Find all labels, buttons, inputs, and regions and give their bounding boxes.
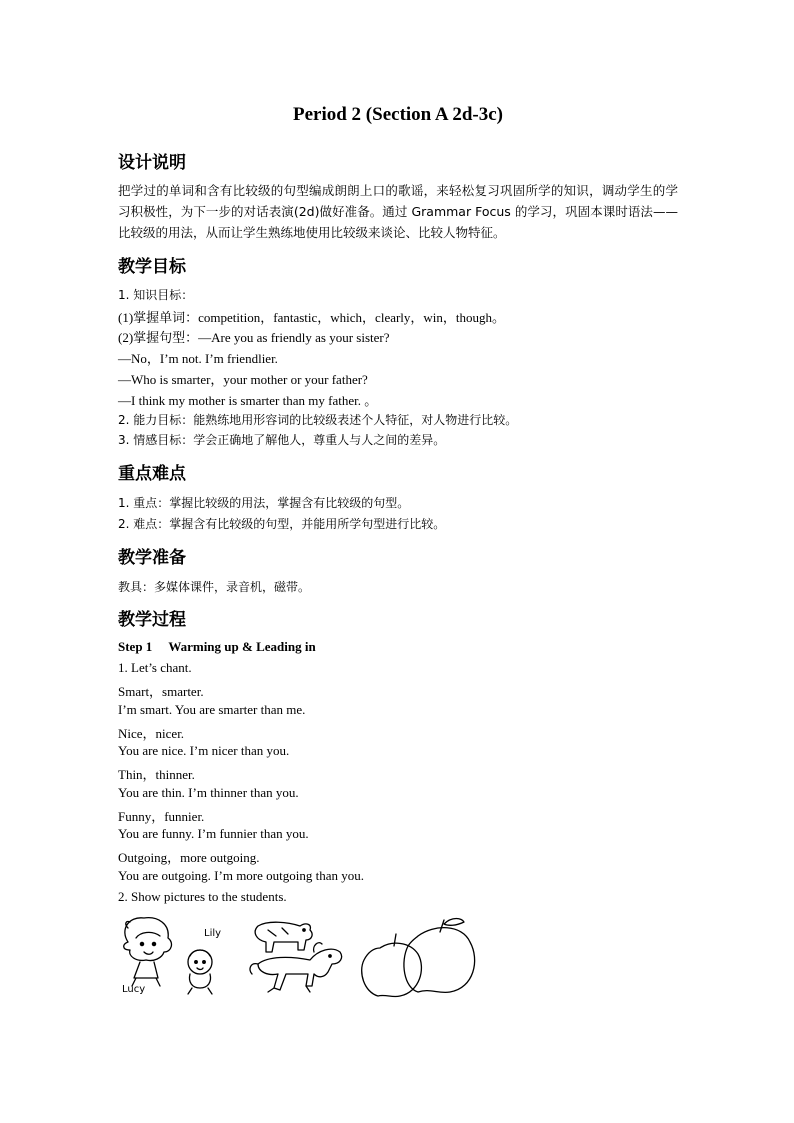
page-title: Period 2 (Section A 2d-3c) (292, 104, 504, 125)
process-line: 1. Let’s chant. (118, 660, 192, 675)
goal-line: —No，I’m not. I’m friendlier. (118, 351, 278, 366)
process-line: I’m smart. You are smarter than me. (118, 702, 306, 717)
process-line: You are nice. I’m nicer than you. (118, 743, 290, 758)
process-line: You are outgoing. I’m more outgoing than you. (118, 868, 365, 883)
section-heading-design: 设计说明 (118, 153, 186, 173)
animals-illustration (250, 922, 342, 992)
process-line: Smart，smarter. (118, 684, 204, 699)
process-line: Thin，thinner. (118, 767, 195, 782)
process-line: You are thin. I’m thinner than you. (118, 785, 299, 800)
goal-line: —I think my mother is smarter than my father. 。 (118, 393, 378, 408)
step-heading (118, 639, 332, 655)
step-title: Warming up & Leading in (168, 639, 316, 654)
section-heading-process: 教学过程 (118, 610, 186, 630)
illustrations (118, 912, 498, 1004)
baby-illustration (188, 928, 221, 994)
goal-line: 1. 知识目标： (118, 288, 194, 302)
process-line: Nice，nicer. (118, 726, 185, 741)
process-line: Funny，funnier. (118, 809, 205, 824)
prep-line: 教具：多媒体课件，录音机，磁带。 (118, 580, 311, 594)
section-heading-goals: 教学目标 (118, 257, 186, 277)
goal-line: 2. 能力目标：能熟练地用形容词的比较级表述个人特征，对人物进行比较。 (118, 413, 518, 427)
keypoint-line: 2. 难点：掌握含有比较级的句型，并能用所学句型进行比较。 (118, 517, 446, 531)
goal-line: (2)掌握句型：—Are you as friendly as your sister? (118, 330, 390, 345)
apples-illustration (362, 919, 475, 997)
step-label: Step 1 (118, 639, 153, 654)
goal-line: —Who is smarter，your mother or your father? (118, 372, 368, 387)
keypoint-line: 1. 重点：掌握比较级的用法，掌握含有比较级的句型。 (118, 496, 410, 510)
section-heading-prep: 教学准备 (118, 548, 186, 568)
process-line: 2. Show pictures to the students. (118, 889, 287, 904)
baby-label: Lily (204, 928, 222, 939)
girl-illustration (122, 918, 171, 995)
goal-line: 3. 情感目标：学会正确地了解他人，尊重人与人之间的差异。 (118, 433, 446, 447)
section-heading-keypoints: 重点难点 (118, 464, 186, 484)
process-line: You are funny. I’m funnier than you. (118, 826, 309, 841)
process-line: Outgoing，more outgoing. (118, 850, 260, 865)
girl-label: Lucy (122, 984, 146, 995)
goal-line: (1)掌握单词：competition，fantastic，which，clearly，win，though。 (118, 310, 506, 325)
design-paragraph: 把学过的单词和含有比较级的句型编成朗朗上口的歌谣，来轻松复习巩固所学的知识，调动学生的学习积极性，为下一步的对话表演(2d)做好准备。通过 Grammar Focus 的学习，巩固本课时语法——比较级的用法，从而让学生熟练地使用比较级来谈论、比较人物特征。 (118, 183, 678, 240)
